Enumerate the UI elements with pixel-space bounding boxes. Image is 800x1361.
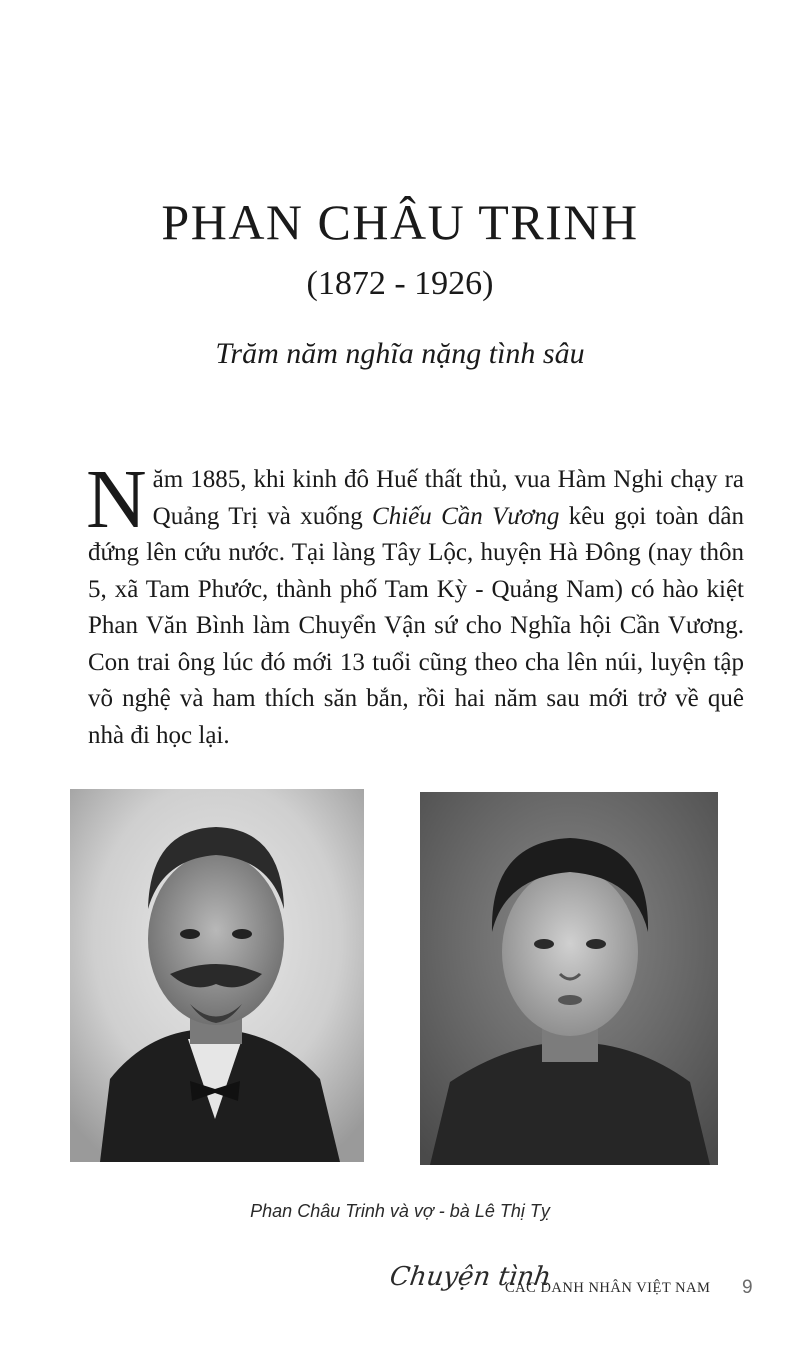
- footer-book-title-script: Chuyện tình: [387, 1262, 553, 1292]
- photo-caption: Phan Châu Trinh và vợ - bà Lê Thị Tỵ: [250, 1201, 550, 1221]
- portrait-phan-chau-trinh: [70, 789, 364, 1162]
- chapter-title: PHAN CHÂU TRINH: [161, 194, 639, 250]
- paragraph-italic-term: Chiếu Cần Vương: [372, 502, 560, 530]
- body-paragraph: [86, 453, 744, 754]
- footer-book-title-caps: CÁC DANH NHÂN VIỆT NAM: [505, 1280, 711, 1296]
- drop-cap: N: [86, 453, 147, 546]
- portrait-man-image: [70, 789, 364, 1162]
- chapter-years: (1872 - 1926): [306, 265, 494, 302]
- portrait-woman-image: [420, 792, 718, 1165]
- paragraph-text-start: ăm 1885, khi kinh đô Huế thất thủ, vua Hàm Nghi chạy ra Quảng Trị và xuống: [152, 466, 744, 530]
- chapter-subtitle: Trăm năm nghĩa nặng tình sâu: [215, 337, 585, 370]
- portrait-le-thi-ty: [420, 792, 718, 1165]
- paragraph-text-end: kêu gọi toàn dân đứng lên cứu nước. Tại làng Tây Lộc, huyện Hà Đông (nay thôn 5, xã Tam Phước, thành phố Tam Kỳ - Quảng Nam) có hào kiệt Phan Văn Bình làm Chuyển Vận sứ cho Nghĩa hội Cần Vương. Con trai ông lúc đó mới 13 tuổi cũng theo cha lên núi, luyện tập võ nghệ và ham thích săn bắn, rồi hai năm sau mới trở về quê nhà đi học lại.: [88, 502, 744, 749]
- page-number: 9: [742, 1277, 753, 1298]
